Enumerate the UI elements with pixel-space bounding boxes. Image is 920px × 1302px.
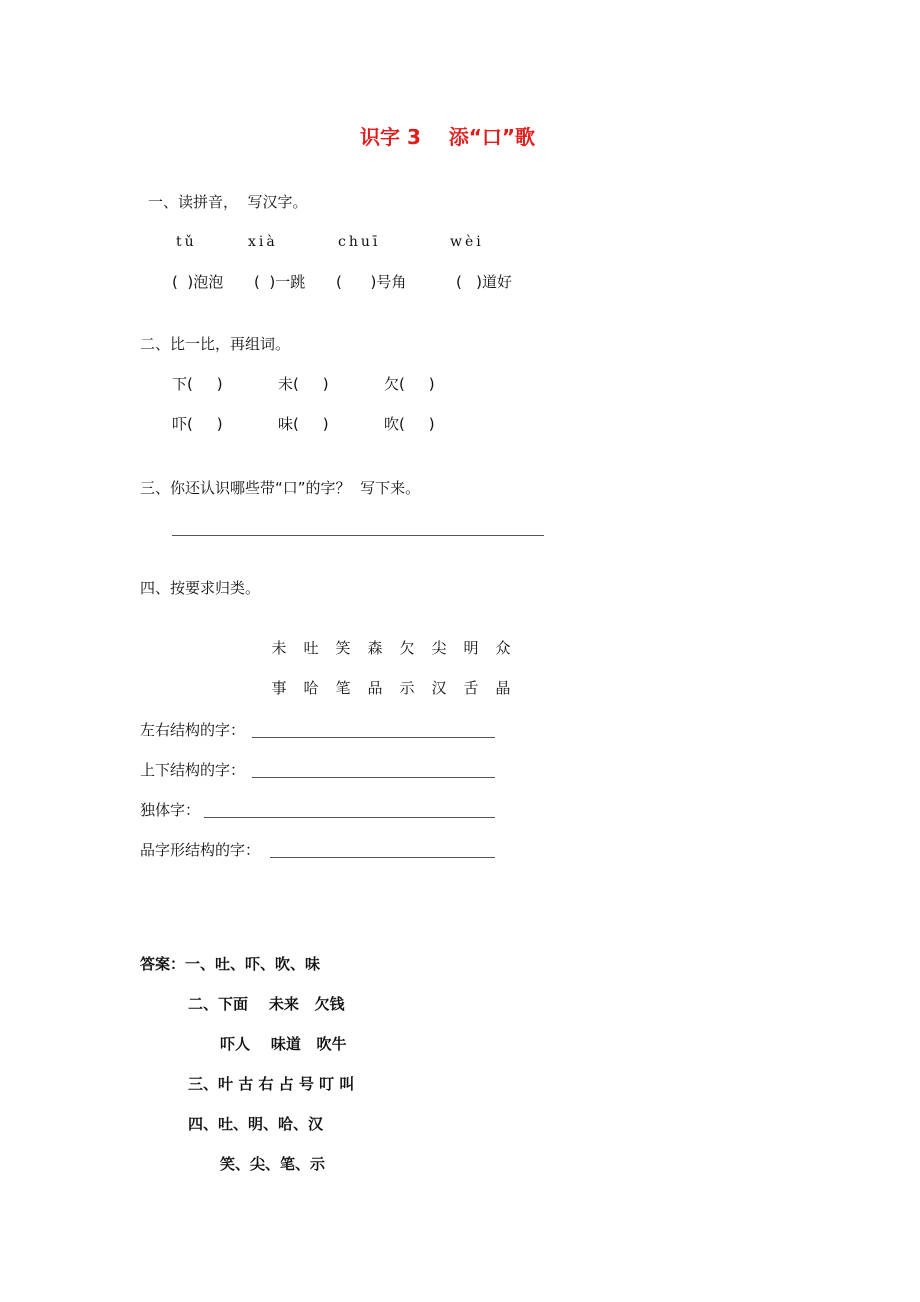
- pinyin-4: wèi: [450, 234, 484, 250]
- pinyin-2: xià: [248, 234, 278, 250]
- compare-4: 吓( ): [172, 415, 223, 433]
- blank-3: ( )号角: [336, 273, 407, 291]
- answer-line-1: 答案：一、吐、吓、吹、味: [140, 955, 321, 973]
- answer-line-5: 四、吐、明、哈、汉: [188, 1115, 324, 1133]
- char: 森: [367, 639, 383, 657]
- blank-1: ( )泡泡: [172, 273, 224, 291]
- pinyin-1: tǔ: [176, 234, 197, 250]
- char: 吐: [303, 639, 319, 657]
- char: 事: [271, 679, 287, 697]
- char: 明: [463, 639, 479, 657]
- char-row-1: [262, 618, 528, 658]
- char: 众: [495, 639, 511, 657]
- field-line-top-bottom[interactable]: [252, 777, 495, 778]
- answer-line: [172, 535, 544, 536]
- field-label-pin-shape: 品字形结构的字：: [140, 841, 261, 859]
- char: 晶: [495, 679, 511, 697]
- field-line-left-right[interactable]: [252, 737, 495, 738]
- field-line-pin-shape[interactable]: [270, 857, 495, 858]
- pinyin-3: chuī: [338, 234, 381, 250]
- char: 汉: [431, 679, 447, 697]
- compare-5: 味( ): [278, 415, 329, 433]
- blank-4: ( )道好: [456, 273, 513, 291]
- char: 欠: [399, 639, 415, 657]
- field-label-top-bottom: 上下结构的字：: [140, 761, 246, 779]
- compare-1: 下( ): [172, 375, 223, 393]
- answer-line-4: 三、叶 古 右 占 号 叮 叫: [188, 1075, 355, 1093]
- blank-2: ( )一跳: [254, 273, 306, 291]
- char: 未: [271, 639, 287, 657]
- char: 笔: [335, 679, 351, 697]
- page-title: 识字 3 添“口”歌: [360, 125, 536, 149]
- compare-3: 欠( ): [384, 375, 435, 393]
- answer-line-2: 二、下面 未来 欠钱: [188, 995, 345, 1013]
- char-row-2: [262, 658, 528, 698]
- char: 尖: [431, 639, 447, 657]
- section2-heading: 二、比一比，再组词。: [140, 335, 291, 353]
- field-label-single: 独体字：: [140, 801, 201, 819]
- char: 哈: [303, 679, 319, 697]
- section4-heading: 四、按要求归类。: [140, 579, 261, 597]
- char: 示: [399, 679, 415, 697]
- section1-heading: 一、读拼音， 写汉字。: [148, 193, 308, 211]
- char: 笑: [335, 639, 351, 657]
- section3-heading: 三、你还认识哪些带“口”的字？ 写下来。: [140, 479, 421, 497]
- char: 舌: [463, 679, 479, 697]
- compare-6: 吹( ): [384, 415, 435, 433]
- compare-2: 未( ): [278, 375, 329, 393]
- answer-line-6: 笑、尖、笔、示: [220, 1155, 326, 1173]
- field-line-single[interactable]: [204, 817, 495, 818]
- field-label-left-right: 左右结构的字：: [140, 721, 246, 739]
- answer-line-3: 吓人 味道 吹牛: [220, 1035, 347, 1053]
- char: 品: [367, 679, 383, 697]
